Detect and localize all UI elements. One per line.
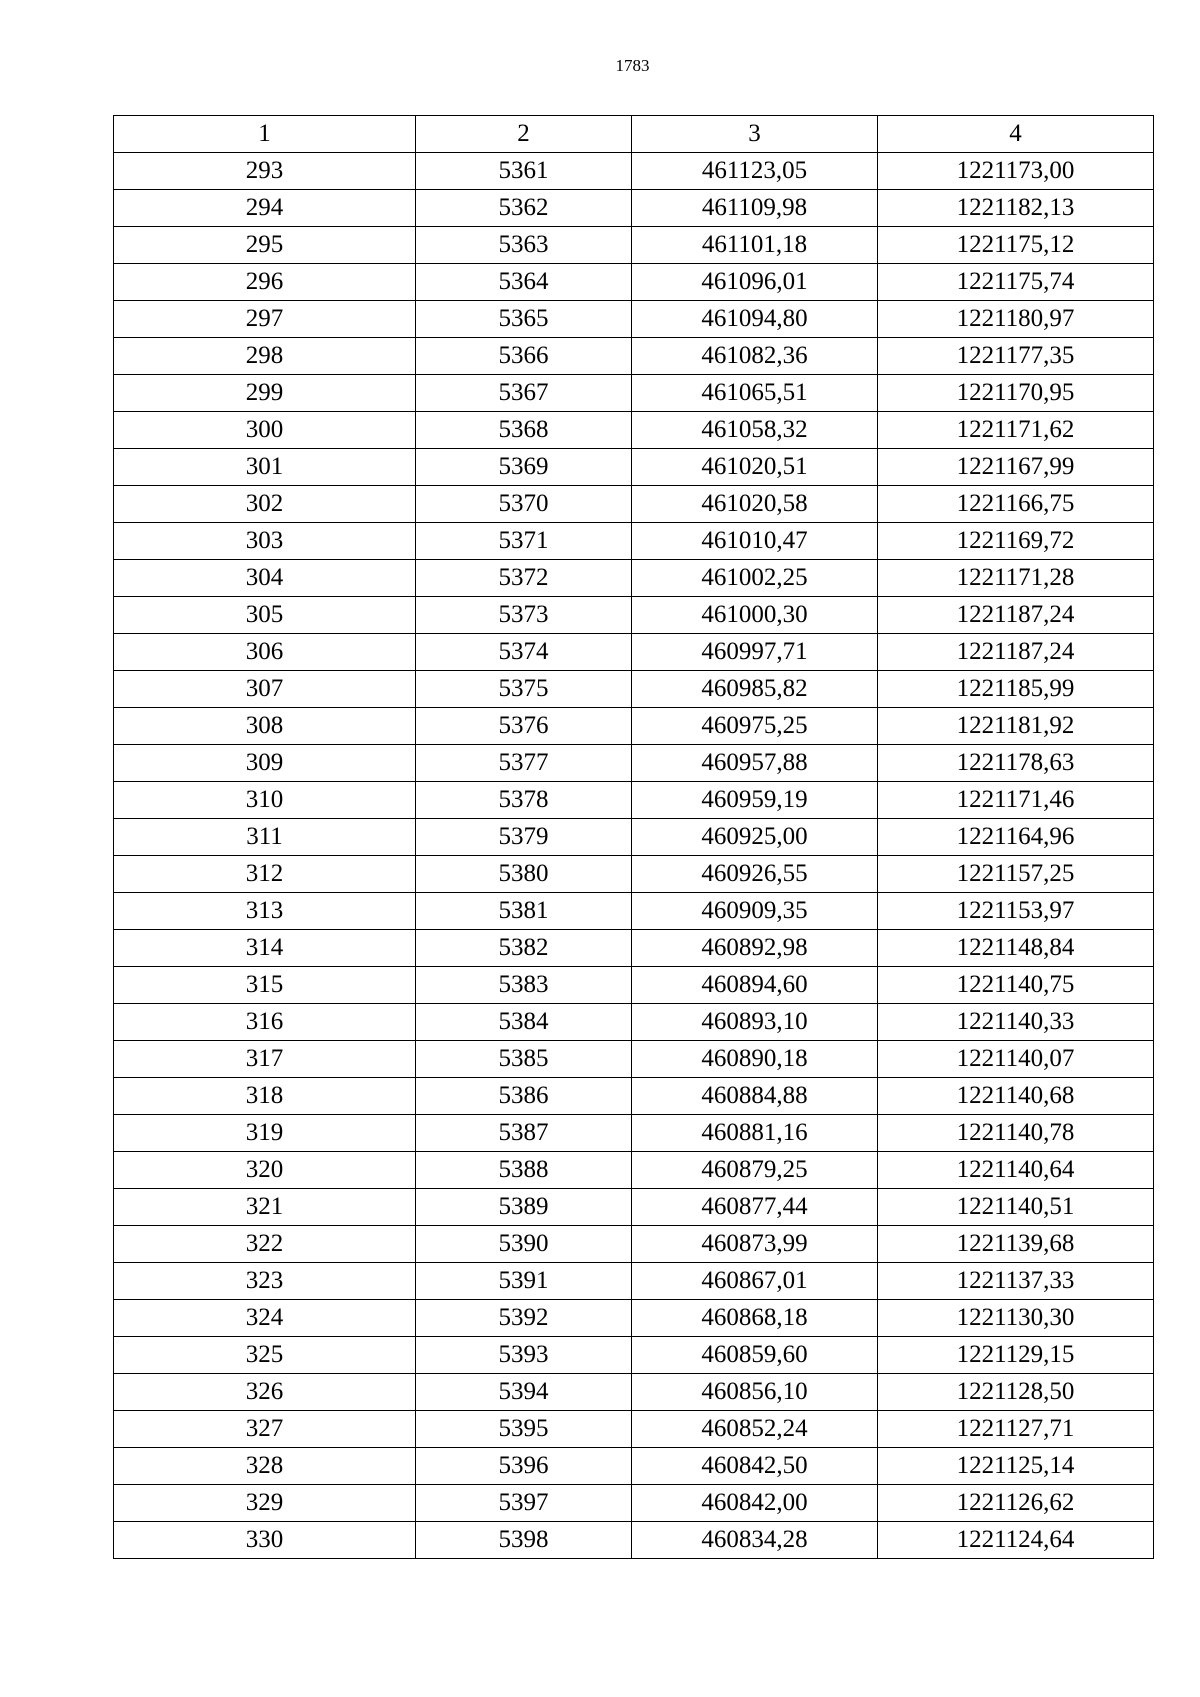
table-cell: 305 — [114, 597, 416, 634]
table-cell: 460842,50 — [632, 1448, 878, 1485]
table-cell: 1221164,96 — [878, 819, 1154, 856]
table-cell: 323 — [114, 1263, 416, 1300]
table-row — [114, 486, 1154, 523]
table-cell: 308 — [114, 708, 416, 745]
table-cell: 460926,55 — [632, 856, 878, 893]
table-cell: 1221153,97 — [878, 893, 1154, 930]
table-row — [114, 227, 1154, 264]
table-cell: 5374 — [416, 634, 632, 671]
table-cell: 460893,10 — [632, 1004, 878, 1041]
table-cell: 1221171,28 — [878, 560, 1154, 597]
table-cell: 5382 — [416, 930, 632, 967]
table-row — [114, 560, 1154, 597]
table-cell: 317 — [114, 1041, 416, 1078]
table-cell: 460959,19 — [632, 782, 878, 819]
table-row — [114, 671, 1154, 708]
table-row — [114, 819, 1154, 856]
table-cell: 5395 — [416, 1411, 632, 1448]
table-cell: 322 — [114, 1226, 416, 1263]
table-header — [114, 116, 1154, 153]
table-row — [114, 967, 1154, 1004]
table-cell: 309 — [114, 745, 416, 782]
table-cell: 461082,36 — [632, 338, 878, 375]
table-cell: 1221169,72 — [878, 523, 1154, 560]
table-cell: 299 — [114, 375, 416, 412]
column-header: 4 — [878, 116, 1154, 153]
table-cell: 460877,44 — [632, 1189, 878, 1226]
table-cell: 460985,82 — [632, 671, 878, 708]
table-cell: 1221128,50 — [878, 1374, 1154, 1411]
table-row — [114, 1263, 1154, 1300]
table-cell: 460881,16 — [632, 1115, 878, 1152]
table-cell: 460890,18 — [632, 1041, 878, 1078]
table-cell: 1221175,74 — [878, 264, 1154, 301]
table-row — [114, 301, 1154, 338]
table-cell: 5384 — [416, 1004, 632, 1041]
table-cell: 324 — [114, 1300, 416, 1337]
table-cell: 1221171,62 — [878, 412, 1154, 449]
table-cell: 297 — [114, 301, 416, 338]
table-cell: 5386 — [416, 1078, 632, 1115]
table-cell: 329 — [114, 1485, 416, 1522]
table-cell: 460852,24 — [632, 1411, 878, 1448]
table-cell: 5368 — [416, 412, 632, 449]
table-cell: 460868,18 — [632, 1300, 878, 1337]
table-cell: 5390 — [416, 1226, 632, 1263]
table-cell: 5397 — [416, 1485, 632, 1522]
table-cell: 5398 — [416, 1522, 632, 1559]
table-cell: 5362 — [416, 190, 632, 227]
table-cell: 5365 — [416, 301, 632, 338]
table-cell: 310 — [114, 782, 416, 819]
table-cell: 1221126,62 — [878, 1485, 1154, 1522]
table-row — [114, 523, 1154, 560]
table-row — [114, 1337, 1154, 1374]
table-cell: 1221166,75 — [878, 486, 1154, 523]
table-row — [114, 856, 1154, 893]
table-row — [114, 1448, 1154, 1485]
table-cell: 1221167,99 — [878, 449, 1154, 486]
table-row — [114, 1485, 1154, 1522]
table-cell: 1221140,75 — [878, 967, 1154, 1004]
table-cell: 460867,01 — [632, 1263, 878, 1300]
table-cell: 1221140,64 — [878, 1152, 1154, 1189]
table-cell: 460873,99 — [632, 1226, 878, 1263]
table-cell: 311 — [114, 819, 416, 856]
table-cell: 307 — [114, 671, 416, 708]
table-cell: 315 — [114, 967, 416, 1004]
table-cell: 5370 — [416, 486, 632, 523]
table-cell: 1221181,92 — [878, 708, 1154, 745]
table-row — [114, 1041, 1154, 1078]
table-cell: 5393 — [416, 1337, 632, 1374]
table-cell: 1221140,07 — [878, 1041, 1154, 1078]
table-cell: 461020,51 — [632, 449, 878, 486]
table-row — [114, 1300, 1154, 1337]
table-cell: 5391 — [416, 1263, 632, 1300]
column-header: 1 — [114, 116, 416, 153]
table-cell: 1221127,71 — [878, 1411, 1154, 1448]
table-cell: 304 — [114, 560, 416, 597]
table-row — [114, 930, 1154, 967]
table-cell: 460925,00 — [632, 819, 878, 856]
table-cell: 1221140,68 — [878, 1078, 1154, 1115]
table-row — [114, 1115, 1154, 1152]
table-cell: 5367 — [416, 375, 632, 412]
table-cell: 1221139,68 — [878, 1226, 1154, 1263]
table-cell: 5396 — [416, 1448, 632, 1485]
table-row — [114, 1226, 1154, 1263]
table-cell: 294 — [114, 190, 416, 227]
table-cell: 302 — [114, 486, 416, 523]
table-cell: 460957,88 — [632, 745, 878, 782]
table-cell: 296 — [114, 264, 416, 301]
table-cell: 314 — [114, 930, 416, 967]
table-cell: 1221124,64 — [878, 1522, 1154, 1559]
table-cell: 460894,60 — [632, 967, 878, 1004]
table-cell: 461002,25 — [632, 560, 878, 597]
table-cell: 460892,98 — [632, 930, 878, 967]
table-cell: 300 — [114, 412, 416, 449]
table-cell: 5364 — [416, 264, 632, 301]
table-cell: 1221171,46 — [878, 782, 1154, 819]
table-cell: 5363 — [416, 227, 632, 264]
table-cell: 461123,05 — [632, 153, 878, 190]
table-cell: 460879,25 — [632, 1152, 878, 1189]
table-row — [114, 449, 1154, 486]
table-row — [114, 745, 1154, 782]
table-cell: 326 — [114, 1374, 416, 1411]
table-cell: 461094,80 — [632, 301, 878, 338]
table-cell: 5366 — [416, 338, 632, 375]
table-cell: 1221157,25 — [878, 856, 1154, 893]
table-cell: 460997,71 — [632, 634, 878, 671]
table-cell: 5380 — [416, 856, 632, 893]
table-row — [114, 190, 1154, 227]
page-number: 1783 — [615, 56, 650, 75]
table-cell: 5388 — [416, 1152, 632, 1189]
table-cell: 328 — [114, 1448, 416, 1485]
table-cell: 460975,25 — [632, 708, 878, 745]
table-cell: 461020,58 — [632, 486, 878, 523]
table-row — [114, 1374, 1154, 1411]
table-cell: 1221187,24 — [878, 597, 1154, 634]
table-cell: 295 — [114, 227, 416, 264]
table-cell: 5379 — [416, 819, 632, 856]
table-cell: 5371 — [416, 523, 632, 560]
table-cell: 5361 — [416, 153, 632, 190]
table-cell: 318 — [114, 1078, 416, 1115]
table-cell: 461000,30 — [632, 597, 878, 634]
table-row — [114, 375, 1154, 412]
table-cell: 1221140,51 — [878, 1189, 1154, 1226]
table-row — [114, 597, 1154, 634]
table-cell: 461096,01 — [632, 264, 878, 301]
table-cell: 316 — [114, 1004, 416, 1041]
table-cell: 5381 — [416, 893, 632, 930]
table-cell: 1221182,13 — [878, 190, 1154, 227]
table-row — [114, 708, 1154, 745]
table-cell: 1221148,84 — [878, 930, 1154, 967]
column-header: 3 — [632, 116, 878, 153]
table-cell: 5392 — [416, 1300, 632, 1337]
table-cell: 5373 — [416, 597, 632, 634]
table-cell: 461058,32 — [632, 412, 878, 449]
table-cell: 5377 — [416, 745, 632, 782]
table-cell: 1221185,99 — [878, 671, 1154, 708]
table-row — [114, 1004, 1154, 1041]
table-row — [114, 1522, 1154, 1559]
table-cell: 5383 — [416, 967, 632, 1004]
table-cell: 461101,18 — [632, 227, 878, 264]
table-cell: 319 — [114, 1115, 416, 1152]
table-cell: 5389 — [416, 1189, 632, 1226]
table-cell: 5375 — [416, 671, 632, 708]
table-row — [114, 412, 1154, 449]
table-cell: 1221130,30 — [878, 1300, 1154, 1337]
table-cell: 460842,00 — [632, 1485, 878, 1522]
table-row — [114, 1411, 1154, 1448]
table-row — [114, 153, 1154, 190]
table-row — [114, 893, 1154, 930]
table-row — [114, 1189, 1154, 1226]
table-cell: 5394 — [416, 1374, 632, 1411]
table-row — [114, 1152, 1154, 1189]
column-header: 2 — [416, 116, 632, 153]
table-cell: 301 — [114, 449, 416, 486]
table-cell: 461109,98 — [632, 190, 878, 227]
table-cell: 461065,51 — [632, 375, 878, 412]
table-cell: 1221178,63 — [878, 745, 1154, 782]
table-cell: 312 — [114, 856, 416, 893]
table-cell: 5378 — [416, 782, 632, 819]
table-cell: 1221140,78 — [878, 1115, 1154, 1152]
table-cell: 330 — [114, 1522, 416, 1559]
table-cell: 5385 — [416, 1041, 632, 1078]
table-cell: 303 — [114, 523, 416, 560]
table-cell: 1221129,15 — [878, 1337, 1154, 1374]
table-cell: 461010,47 — [632, 523, 878, 560]
table-cell: 298 — [114, 338, 416, 375]
table-row — [114, 264, 1154, 301]
table-cell: 5372 — [416, 560, 632, 597]
table-cell: 1221187,24 — [878, 634, 1154, 671]
header-row — [114, 116, 1154, 153]
table-body — [114, 153, 1154, 1559]
table-cell: 325 — [114, 1337, 416, 1374]
table-cell: 460834,28 — [632, 1522, 878, 1559]
table-cell: 313 — [114, 893, 416, 930]
table-cell: 5369 — [416, 449, 632, 486]
table-cell: 1221137,33 — [878, 1263, 1154, 1300]
table-cell: 460884,88 — [632, 1078, 878, 1115]
table-cell: 460909,35 — [632, 893, 878, 930]
table-row — [114, 1078, 1154, 1115]
table-cell: 1221173,00 — [878, 153, 1154, 190]
table-row — [114, 634, 1154, 671]
table-cell: 1221180,97 — [878, 301, 1154, 338]
table-cell: 5387 — [416, 1115, 632, 1152]
coordinates-table — [113, 115, 1154, 1559]
table-cell: 460856,10 — [632, 1374, 878, 1411]
table-cell: 1221170,95 — [878, 375, 1154, 412]
table-cell: 293 — [114, 153, 416, 190]
table-cell: 1221177,35 — [878, 338, 1154, 375]
table-cell: 327 — [114, 1411, 416, 1448]
table-cell: 5376 — [416, 708, 632, 745]
table-cell: 321 — [114, 1189, 416, 1226]
table-row — [114, 338, 1154, 375]
table-row — [114, 782, 1154, 819]
table-cell: 460859,60 — [632, 1337, 878, 1374]
table-cell: 1221125,14 — [878, 1448, 1154, 1485]
table-cell: 1221140,33 — [878, 1004, 1154, 1041]
table-cell: 306 — [114, 634, 416, 671]
table-cell: 320 — [114, 1152, 416, 1189]
table-cell: 1221175,12 — [878, 227, 1154, 264]
